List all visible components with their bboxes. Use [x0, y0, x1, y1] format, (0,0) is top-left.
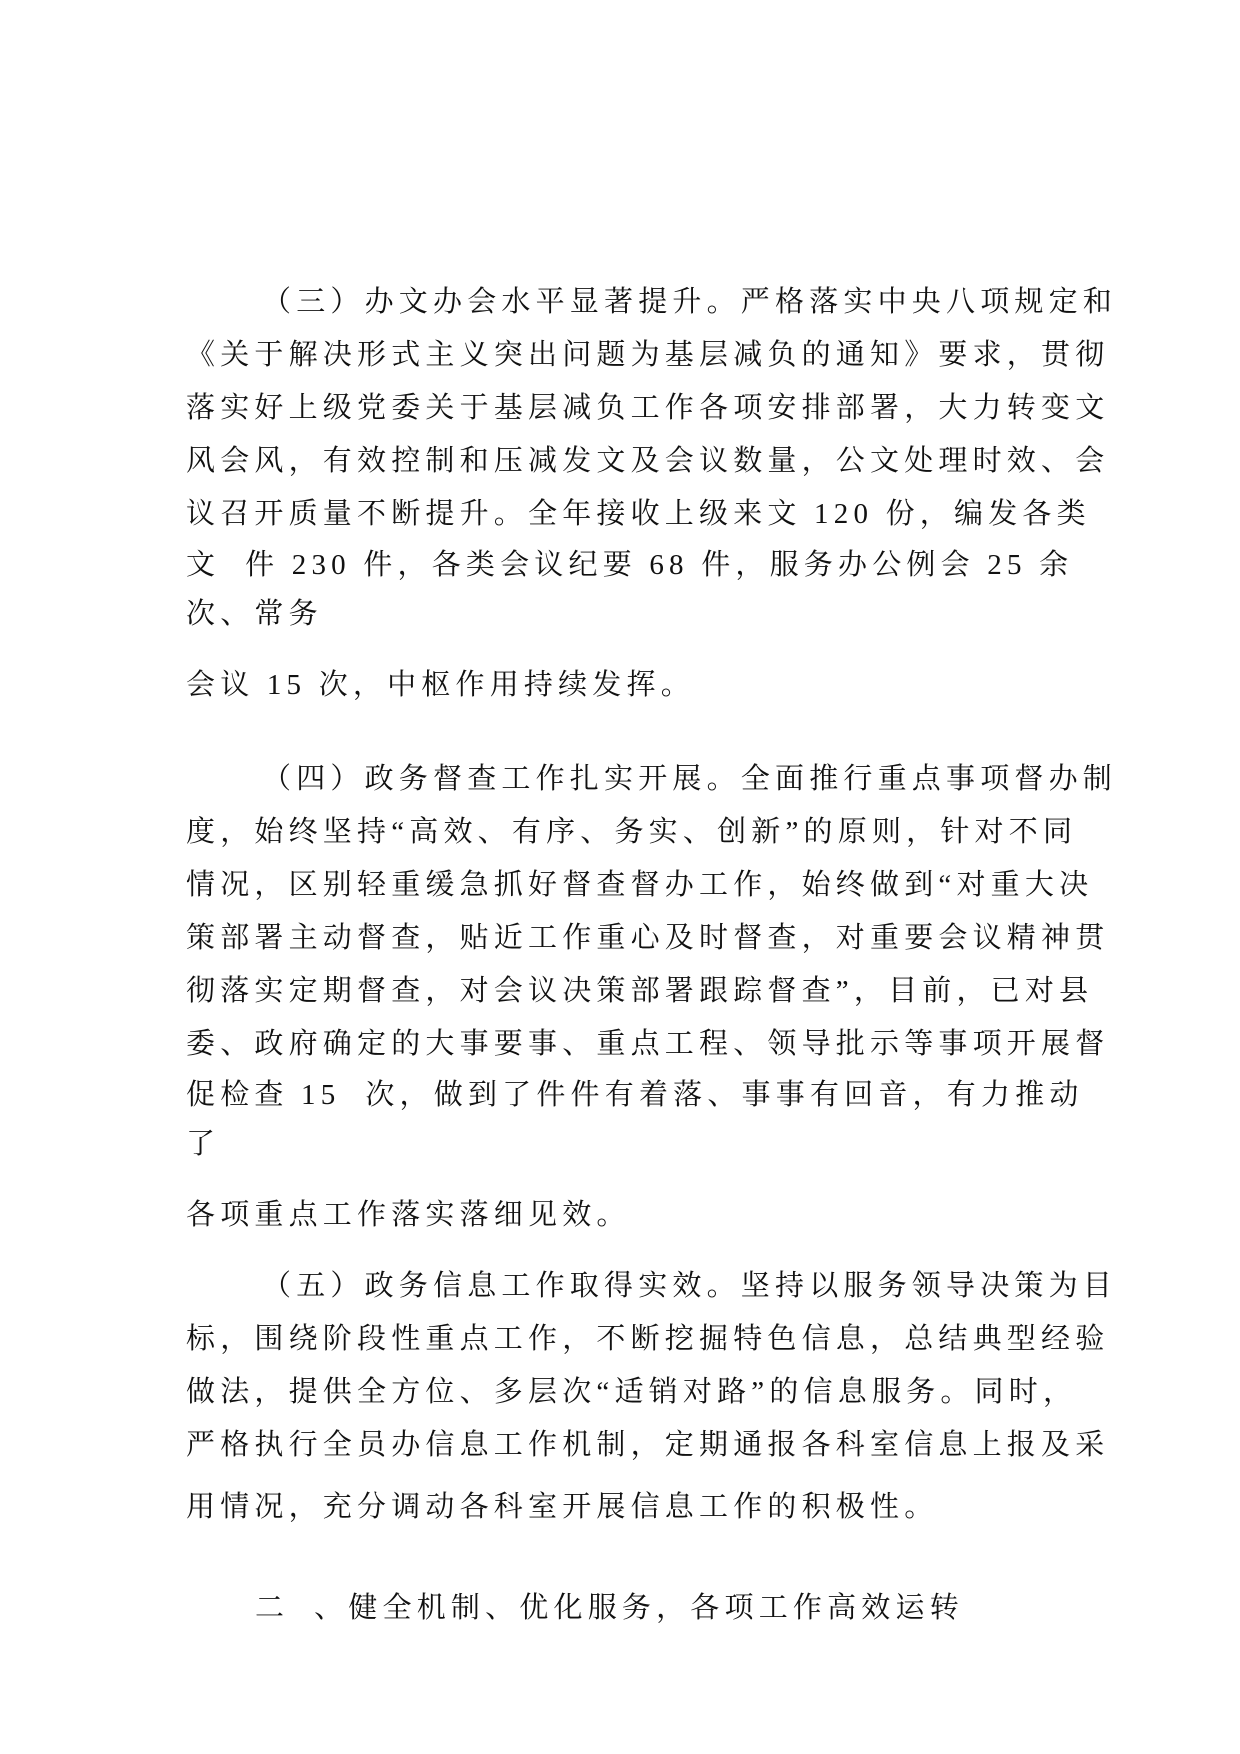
- section-4-line-2: 度，始终坚持“高效、有序、务实、创新”的原则，针对不同: [186, 816, 1078, 848]
- section-4-line-8: 了: [186, 1128, 221, 1160]
- section-3-line-6: 文 件 230 件，各类会议纪要 68 件，服务办公例会 25 余: [186, 549, 1074, 581]
- section-3-line-7: 次、常务: [186, 598, 323, 630]
- section-4-line-3: 情况，区别轻重缓急抓好督查督办工作，始终做到“对重大决: [186, 869, 1094, 901]
- section-3-line-3: 落实好上级党委关于基层减负工作各项安排部署，大力转变文: [186, 392, 1110, 424]
- section-5-line-5: 用情况，充分调动各科室开展信息工作的积极性。: [186, 1491, 939, 1523]
- section-3-line-1: （三）办文办会水平显著提升。严格落实中央八项规定和: [262, 286, 1118, 318]
- section-5-line-2: 标，围绕阶段性重点工作，不断挖掘特色信息，总结典型经验: [186, 1323, 1110, 1355]
- section-4-line-9: 各项重点工作落实落细见效。: [186, 1199, 631, 1231]
- section-5-line-4: 严格执行全员办信息工作机制，定期通报各科室信息上报及采: [186, 1429, 1110, 1461]
- section-4-line-7: 促检查 15 次，做到了件件有着落、事事有回音，有力推动: [186, 1079, 1084, 1111]
- section-5-line-3: 做法，提供全方位、多层次“适销对路”的信息服务。同时，: [186, 1376, 1078, 1408]
- section-4-line-1: （四）政务督查工作扎实开展。全面推行重点事项督办制: [262, 763, 1118, 795]
- section-4-line-5: 彻落实定期督查，对会议决策部署跟踪督查”，目前，已对县: [186, 975, 1094, 1007]
- section-5-line-1: （五）政务信息工作取得实效。坚持以服务领导决策为目: [262, 1270, 1118, 1302]
- section-4-line-4: 策部署主动督查，贴近工作重心及时督查，对重要会议精神贯: [186, 922, 1110, 954]
- section-3-line-8: 会议 15 次，中枢作用持续发挥。: [186, 669, 695, 701]
- section-3-line-2: 《关于解决形式主义突出问题为基层减负的通知》要求，贯彻: [186, 339, 1110, 371]
- section-3-line-4: 风会风，有效控制和压减发文及会议数量，公文处理时效、会: [186, 445, 1110, 477]
- section-3-line-5: 议召开质量不断提升。全年接收上级来文 120 份，编发各类: [186, 498, 1091, 530]
- section-heading-2: 二 、健全机制、优化服务，各项工作高效运转: [255, 1592, 964, 1624]
- section-4-line-6: 委、政府确定的大事要事、重点工程、领导批示等事项开展督: [186, 1028, 1110, 1060]
